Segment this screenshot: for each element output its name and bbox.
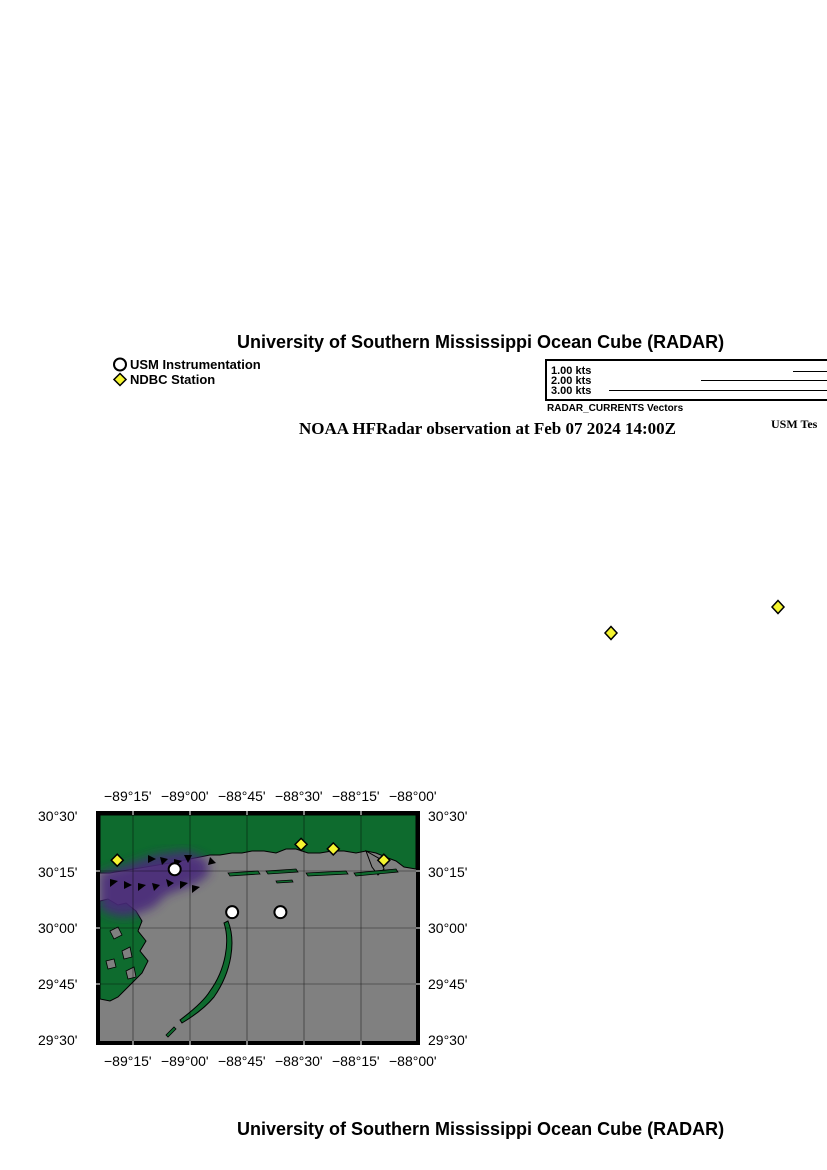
barrier-island <box>276 880 293 883</box>
scale-label-3: 3.00 kts <box>551 385 592 397</box>
usm-instrument-marker[interactable] <box>169 863 181 875</box>
legend-item-ndbc <box>112 372 261 387</box>
scale-label-1: 1.00 kts <box>551 365 592 377</box>
lat-tick-label: 30°30' <box>38 808 78 824</box>
lon-tick-label: −88°00' <box>389 1053 437 1069</box>
lat-tick-label: 30°30' <box>428 808 468 824</box>
lon-tick-label: −88°15' <box>332 1053 380 1069</box>
lat-tick-label: 30°15' <box>428 864 468 880</box>
radar-map[interactable] <box>96 811 420 1045</box>
footer-title: University of Southern Mississippi Ocean Cube (RADAR) <box>237 1119 725 1139</box>
lon-tick-label: −88°45' <box>218 1053 266 1069</box>
lon-tick-label: −88°30' <box>275 1053 323 1069</box>
legend-label-usm: USM Instrumentation <box>130 357 261 372</box>
lat-tick-label: 29°30' <box>428 1032 468 1048</box>
lat-tick-label: 30°15' <box>38 864 78 880</box>
lon-tick-label: −88°15' <box>332 788 380 804</box>
lon-tick-label: −88°30' <box>275 788 323 804</box>
vector-scale-box <box>545 359 827 401</box>
lon-tick-label: −88°00' <box>389 788 437 804</box>
vector-scale-caption: RADAR_CURRENTS Vectors <box>547 403 684 414</box>
usm-instrument-marker[interactable] <box>274 906 286 918</box>
left-lat-ticks <box>38 808 98 1053</box>
right-lat-ticks <box>428 808 488 1053</box>
legend-item-usm <box>112 357 261 372</box>
lon-tick-label: −89°00' <box>161 788 209 804</box>
usm-instrument-marker[interactable] <box>226 906 238 918</box>
scale-vector-1 <box>793 371 827 372</box>
ndbc-station-marker[interactable] <box>603 625 619 641</box>
scale-label-2: 2.00 kts <box>551 375 592 387</box>
ndbc-station-marker[interactable] <box>770 599 786 615</box>
lon-tick-label: −89°15' <box>104 1053 152 1069</box>
lat-tick-label: 29°45' <box>38 976 78 992</box>
observation-subtitle: NOAA HFRadar observation at Feb 07 2024 14:00Z <box>299 419 676 438</box>
lat-tick-label: 29°45' <box>428 976 468 992</box>
test-label: USM Tes <box>771 417 818 431</box>
lon-tick-label: −89°15' <box>104 788 152 804</box>
symbol-legend <box>112 357 261 387</box>
page-title: University of Southern Mississippi Ocean Cube (RADAR) <box>237 332 725 352</box>
lon-tick-label: −89°00' <box>161 1053 209 1069</box>
yellow-diamond-icon <box>112 372 128 387</box>
scale-vector-2 <box>701 380 827 381</box>
legend-label-ndbc: NDBC Station <box>130 372 216 387</box>
lat-tick-label: 30°00' <box>428 920 468 936</box>
lon-tick-label: −88°45' <box>218 788 266 804</box>
lat-tick-label: 30°00' <box>38 920 78 936</box>
bottom-lon-ticks <box>100 1053 437 1073</box>
white-circle-icon <box>112 357 128 372</box>
scale-vector-3 <box>609 390 827 391</box>
top-lon-ticks <box>100 788 437 808</box>
lat-tick-label: 29°30' <box>38 1032 78 1048</box>
